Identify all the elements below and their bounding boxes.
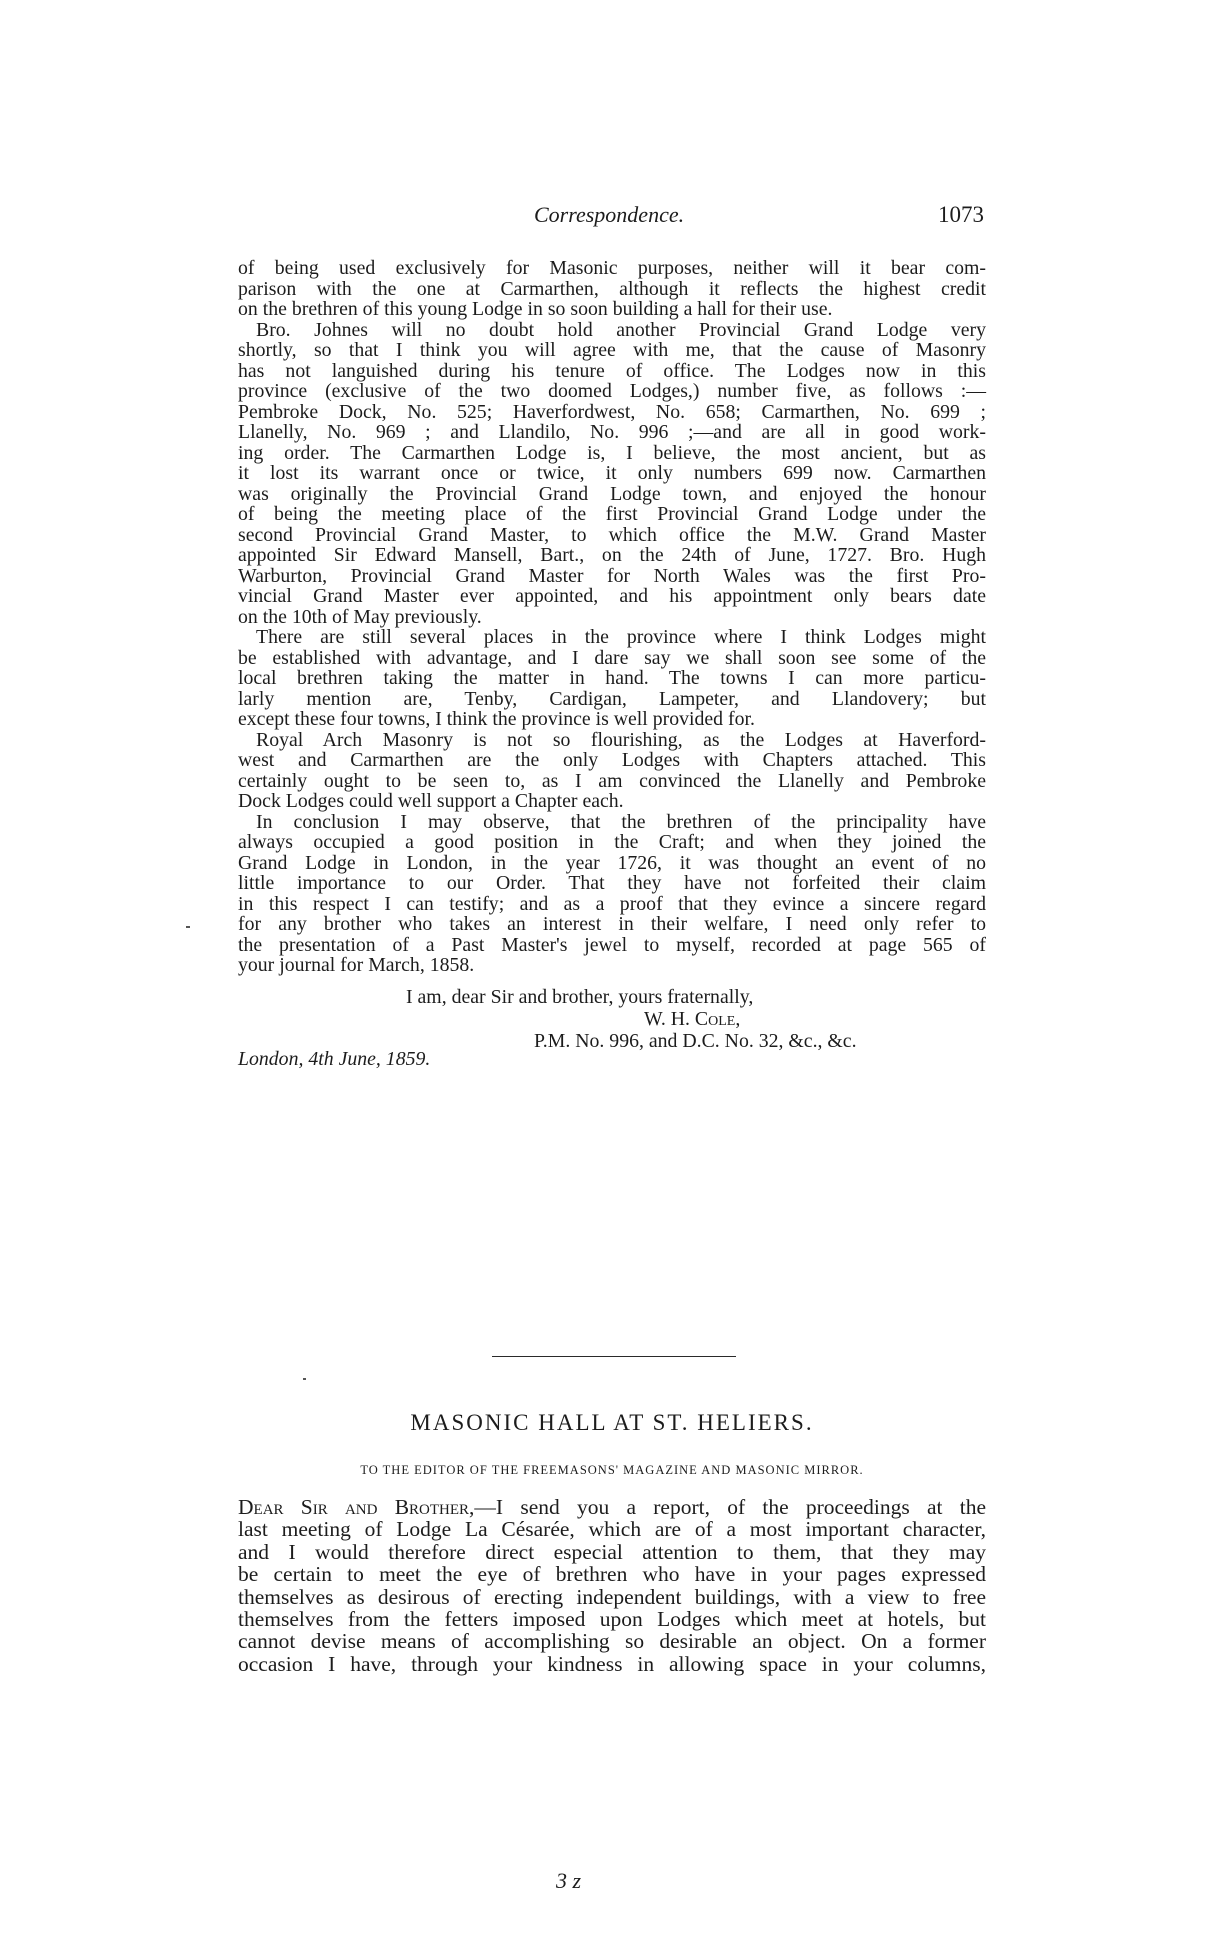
text-line: always occupied a good position in the Craft; and when they joined the xyxy=(238,831,986,853)
text-line: There are still several places in the province where I think Lodges might xyxy=(256,626,986,648)
text-line: themselves from the fetters imposed upon Lodges which meet at hotels, but xyxy=(238,1606,986,1631)
text-line: larly mention are, Tenby, Cardigan, Lampeter, and Llandovery; but xyxy=(238,687,986,710)
running-header xyxy=(238,200,984,240)
text-line: west and Carmarthen are the only Lodges with Chapters attached. This xyxy=(238,749,986,771)
section-title: MASONIC HALL AT ST. HELIERS. xyxy=(410,1410,814,1435)
text-line: on the brethren of this young Lodge in so soon building a hall for their use. xyxy=(238,298,833,320)
text-line: themselves as desirous of erecting independent buildings, with a view to free xyxy=(238,1584,986,1609)
text-line: occasion I have, through your kindness in allowing space in your columns, xyxy=(238,1651,986,1676)
margin-speck xyxy=(303,1378,306,1380)
text-line: in this respect I can testify; and as a proof that they evince a sincere regard xyxy=(238,892,986,915)
text-line: local brethren taking the matter in hand. The towns I can more particu- xyxy=(238,667,986,689)
closing-line: I am, dear Sir and brother, yours fraternally, xyxy=(406,986,754,1008)
text-line: Warburton, Provincial Grand Master for North Wales was the first Pro- xyxy=(238,564,986,587)
text-line: your journal for March, 1858. xyxy=(238,954,475,976)
text-line: Pembroke Dock, No. 525; Haverfordwest, No. 658; Carmarthen, No. 699 ; xyxy=(238,400,986,423)
salutation: Dear Sir and Brother, xyxy=(238,1495,475,1519)
text-line: of being the meeting place of the first Provincial Grand Lodge under the xyxy=(238,503,986,525)
text-line: of being used exclusively for Masonic purposes, neither will it bear com- xyxy=(238,257,986,279)
letter-signoff xyxy=(238,986,986,1106)
text-line: Llanelly, No. 969 ; and Llandilo, No. 996 ;—and are all in good work- xyxy=(238,421,986,443)
text-line: province (exclusive of the two doomed Lodges,) number five, as follows :— xyxy=(238,380,986,402)
text-line xyxy=(238,1496,986,1518)
text-line: In conclusion I may observe, that the brethren of the principality have xyxy=(256,810,986,833)
text-line: Royal Arch Masonry is not so flourishing, as the Lodges at Haverford- xyxy=(256,728,986,751)
text-line: Grand Lodge in London, in the year 1726, it was thought an event of no xyxy=(238,851,986,874)
text-line: was originally the Provincial Grand Lodge town, and enjoyed the honour xyxy=(238,482,986,505)
text-line: second Provincial Grand Master, to which office the M.W. Grand Master xyxy=(238,523,986,546)
letter-body xyxy=(238,258,986,976)
signature-mark: 3 z xyxy=(556,1868,582,1893)
page-number: 1073 xyxy=(938,202,984,227)
text-line: and I would therefore direct especial attention to them, that they may xyxy=(238,1539,986,1564)
text-line: parison with the one at Carmarthen, although it reflects the highest credit xyxy=(238,277,986,300)
text-line: be certain to meet the eye of brethren who have in your pages expressed xyxy=(238,1562,986,1587)
text-line-content: —I send you a report, of the proceedings at the xyxy=(474,1495,986,1519)
signatory-credentials: P.M. No. 996, and D.C. No. 32, &c., &c. xyxy=(534,1030,857,1052)
text-line: certainly ought to be seen to, as I am convinced the Llanelly and Pembroke xyxy=(238,769,986,792)
text-line: vincial Grand Master ever appointed, and his appointment only bears date xyxy=(238,585,986,607)
text-line: except these four towns, I think the province is well provided for. xyxy=(238,708,755,730)
section-subtitle: TO THE EDITOR OF THE FREEMASONS' MAGAZINE AND MASONIC MIRROR. xyxy=(360,1463,864,1477)
text-line: has not languished during his tenure of office. The Lodges now in this xyxy=(238,359,986,382)
margin-speck xyxy=(186,926,190,928)
text-line: Dock Lodges could well support a Chapter each. xyxy=(238,790,624,812)
text-line: ing order. The Carmarthen Lodge is, I believe, the most ancient, but as xyxy=(238,441,986,464)
text-line: Bro. Johnes will no doubt hold another Provincial Grand Lodge very xyxy=(256,318,986,341)
text-line: shortly, so that I think you will agree with me, that the cause of Masonry xyxy=(238,339,986,361)
text-line: be established with advantage, and I dare say we shall soon see some of the xyxy=(238,646,986,669)
second-letter-body xyxy=(238,1496,986,1675)
text-line: last meeting of Lodge La Césarée, which are of a most important character, xyxy=(238,1517,986,1542)
text-line: for any brother who takes an interest in their welfare, I need only refer to xyxy=(238,913,986,935)
text-line: on the 10th of May previously. xyxy=(238,605,482,628)
text-line: little importance to our Order. That they have not forfeited their claim xyxy=(238,872,986,894)
section-divider xyxy=(492,1356,736,1357)
text-line: appointed Sir Edward Mansell, Bart., on the 24th of June, 1727. Bro. Hugh xyxy=(238,544,986,566)
text-line: the presentation of a Past Master's jewel to myself, recorded at page 565 of xyxy=(238,933,986,956)
signatory-name: W. H. Cole, xyxy=(644,1008,741,1030)
text-line: it lost its warrant once or twice, it only numbers 699 now. Carmarthen xyxy=(238,462,986,484)
text-line: cannot devise means of accomplishing so desirable an object. On a former xyxy=(238,1629,986,1654)
running-title: Correspondence. xyxy=(534,202,685,227)
place-date: London, 4th June, 1859. xyxy=(238,1048,431,1070)
